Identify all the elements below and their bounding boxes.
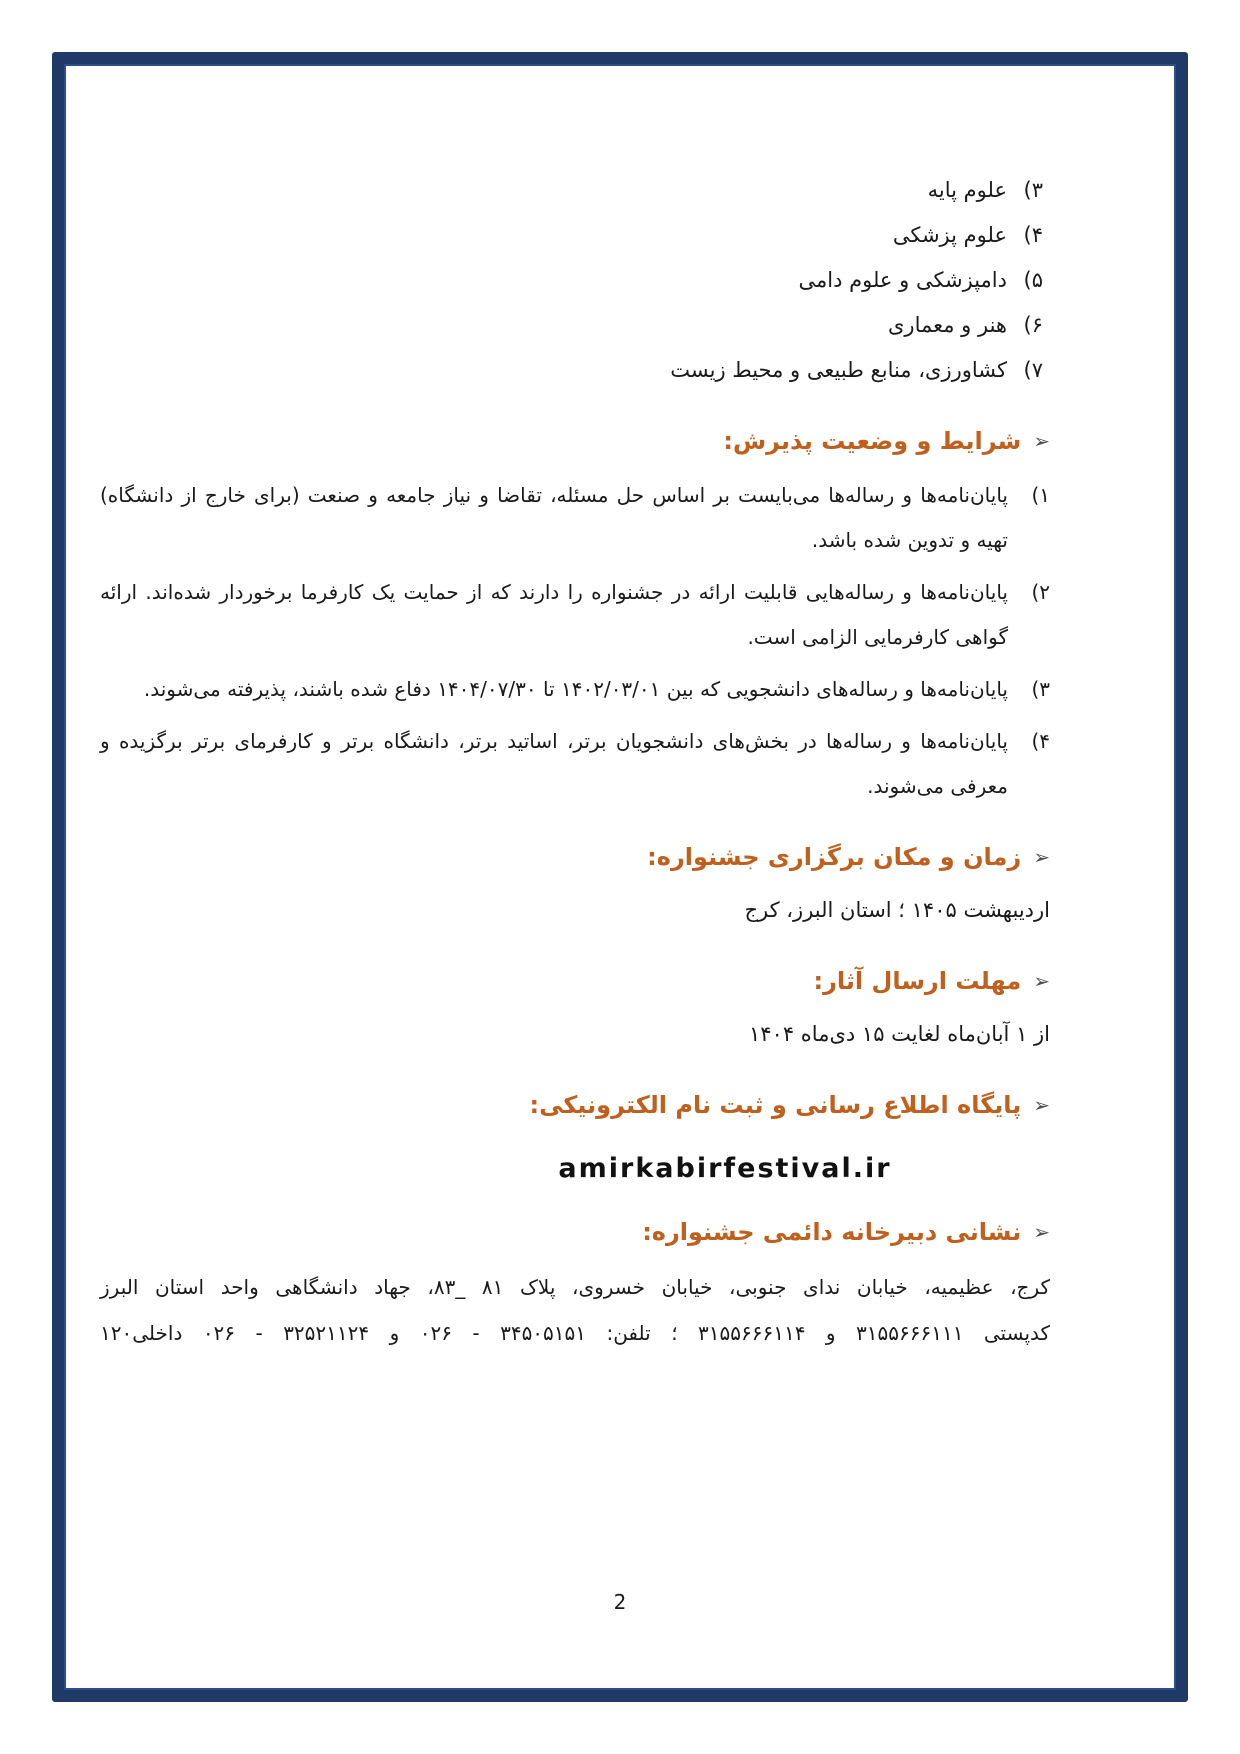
list-item — [100, 303, 1043, 348]
section-title: پایگاه اطلاع رسانی و ثبت نام الکترونیکی: — [529, 1091, 1022, 1119]
time-place-heading — [100, 835, 1050, 879]
list-number: ۴) — [1031, 729, 1050, 753]
website-heading — [100, 1083, 1050, 1127]
deadline-text: از ۱ آبان‌ماه لغایت ۱۵ دی‌ماه ۱۴۰۴ — [749, 1022, 1050, 1046]
list-item — [100, 258, 1043, 303]
time-place-text: اردیبهشت ۱۴۰۵ ؛ استان البرز، کرج — [744, 898, 1050, 922]
contact-line: کدپستی ۳۱۵۵۶۶۶۱۱۱ و ۳۱۵۵۶۶۶۱۱۴ ؛ تلفن: ۳۴۵۰۵۱۵۱ - ۰۲۶ و ۳۲۵۲۱۱۲۴ - ۰۲۶ داخلی۱۲۰ — [100, 1321, 1051, 1345]
arrow-right-icon: ➢ — [1033, 1093, 1050, 1117]
list-number: ۱) — [1031, 483, 1050, 507]
list-item-label: هنر و معماری — [888, 313, 1007, 337]
condition-item — [100, 570, 1050, 660]
condition-item — [100, 473, 1050, 563]
deadline-heading — [100, 959, 1050, 1003]
arrow-right-icon: ➢ — [1033, 845, 1050, 869]
address-line: کرج، عظیمیه، خیابان ندای جنوبی، خیابان خسروی، پلاک ۸۱ _۸۳، جهاد دانشگاهی واحد استان البرز — [100, 1275, 1051, 1299]
list-number: ۷) — [1023, 358, 1043, 382]
website-link[interactable]: amirkabirfestival.ir — [558, 1153, 892, 1184]
field-list — [100, 168, 1050, 393]
section-title: زمان و مکان برگزاری جشنواره: — [647, 843, 1022, 871]
list-number: ۶) — [1023, 313, 1043, 337]
condition-item — [100, 667, 1050, 712]
address-block — [100, 1264, 1050, 1356]
list-item — [100, 168, 1043, 213]
list-item-label: کشاورزی، منابع طبیعی و محیط زیست — [670, 358, 1007, 382]
address-heading — [100, 1210, 1050, 1254]
condition-text: پایان‌نامه‌ها و رساله‌ها می‌بایست بر اساس حل مسئله، تقاضا و نیاز جامعه و صنعت (برای خارج از دانشگاه) تهیه و تدوین شده باشد. — [100, 483, 1008, 552]
list-number: ۳) — [1023, 178, 1043, 202]
section-title: مهلت ارسال آثار: — [813, 967, 1022, 995]
arrow-right-icon: ➢ — [1033, 1220, 1050, 1244]
arrow-right-icon: ➢ — [1033, 429, 1050, 453]
page-number: 2 — [613, 1590, 627, 1614]
section-title: نشانی دبیرخانه دائمی جشنواره: — [642, 1218, 1022, 1246]
conditions-list — [100, 473, 1050, 809]
arrow-right-icon: ➢ — [1033, 969, 1050, 993]
condition-text: پایان‌نامه‌ها و رساله‌هایی قابلیت ارائه در جشنواره را دارند که از حمایت یک کارفرما برخوردار شده‌اند. ارائه گواهی کارفرمایی الزامی است. — [100, 580, 1008, 649]
section-title: شرایط و وضعیت پذیرش: — [723, 427, 1022, 455]
list-number: ۴) — [1023, 223, 1043, 247]
condition-text: پایان‌نامه‌ها و رساله‌های دانشجویی که بین ۱۴۰۲/۰۳/۰۱ تا ۱۴۰۴/۰۷/۳۰ دفاع شده باشند، پذیرفته می‌شوند. — [143, 677, 1008, 701]
condition-item — [100, 719, 1050, 809]
list-number: ۲) — [1031, 580, 1050, 604]
list-number: ۵) — [1023, 268, 1043, 292]
list-item-label: علوم پایه — [927, 178, 1007, 202]
condition-text: پایان‌نامه‌ها و رساله‌ها در بخش‌های دانشجویان برتر، اساتید برتر، دانشگاه برتر و کارفرمای برتر برگزیده و معرفی می‌شوند. — [100, 729, 1008, 798]
conditions-heading — [100, 419, 1050, 463]
list-item — [100, 213, 1043, 258]
list-item-label: دامپزشکی و علوم دامی — [798, 268, 1007, 292]
document-body — [100, 168, 1050, 1356]
list-item — [100, 348, 1043, 393]
list-number: ۳) — [1031, 677, 1050, 701]
list-item-label: علوم پزشکی — [892, 223, 1007, 247]
